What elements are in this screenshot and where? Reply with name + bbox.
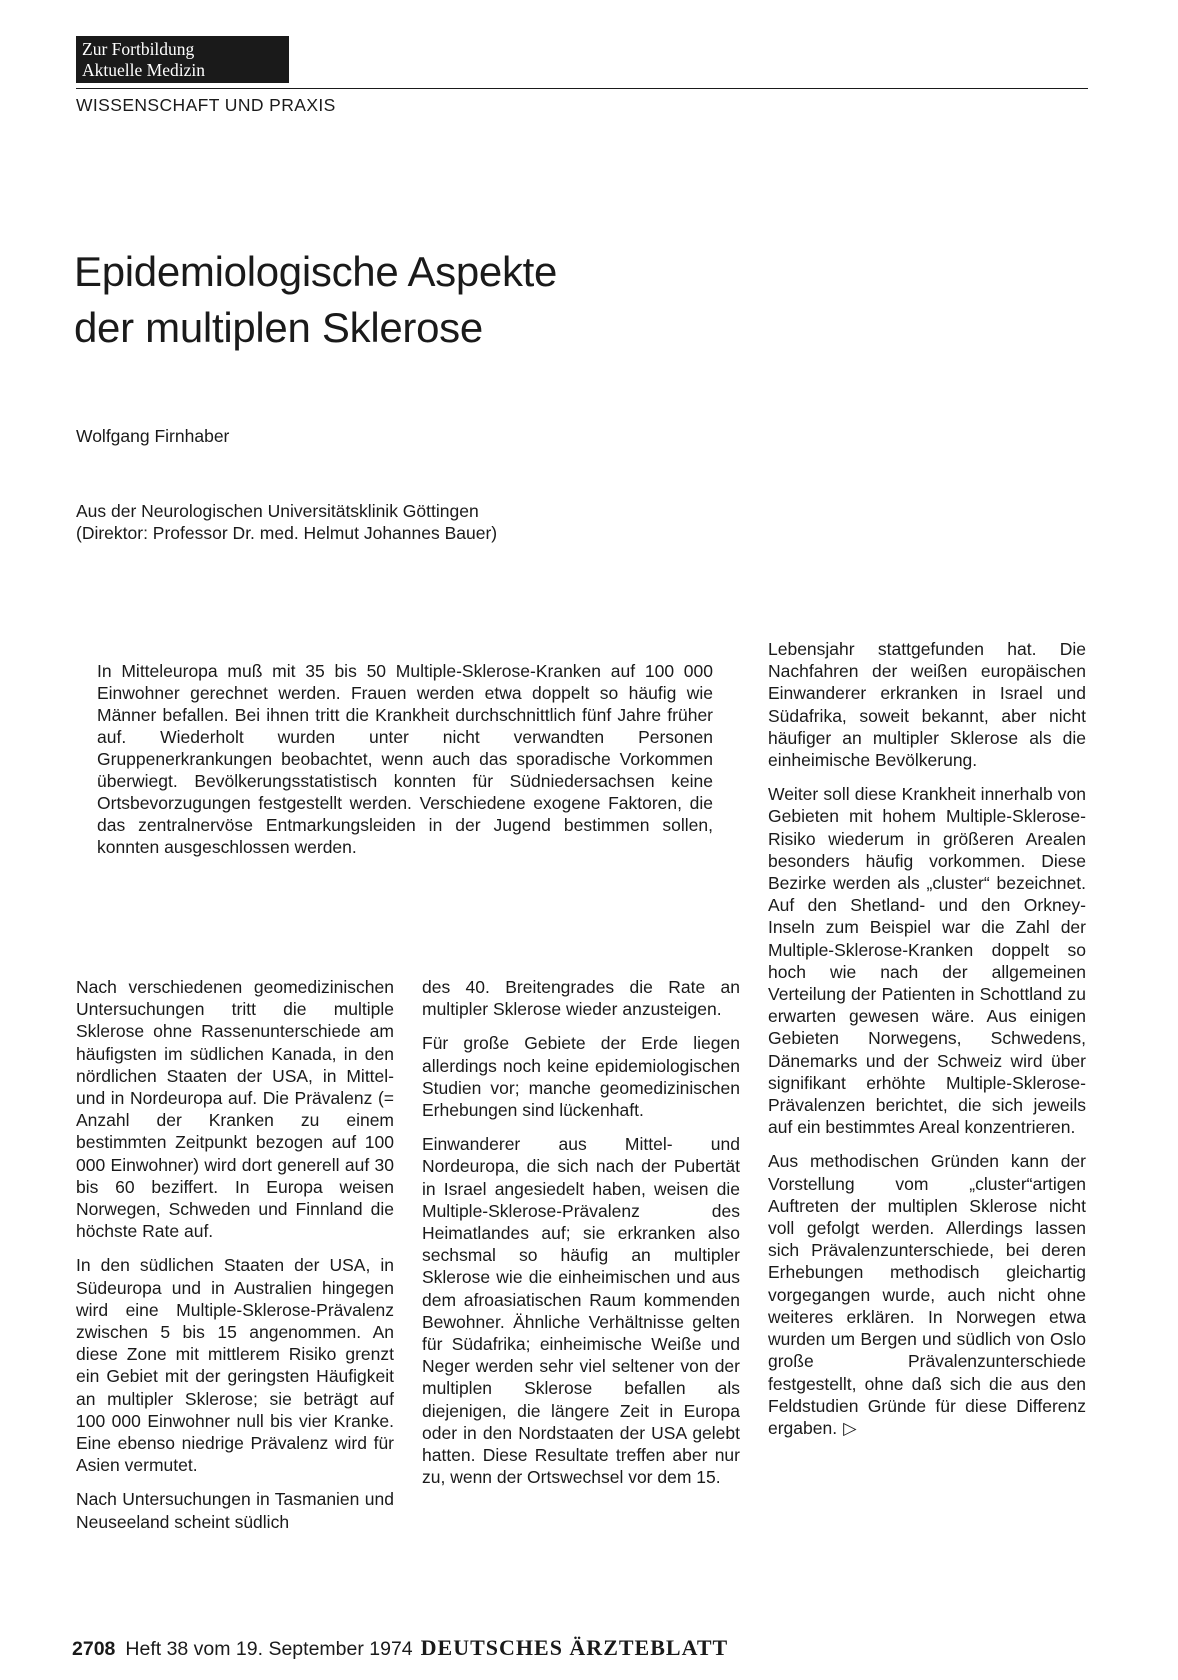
category-tag [76, 36, 289, 83]
journal-name: DEUTSCHES ÄRZTEBLATT [420, 1635, 729, 1660]
body-column-2 [422, 976, 740, 1500]
paragraph: Für große Gebiete der Erde liegen allerdings noch keine epidemiologischen Studien vor; manche geomedizinischen Erhebungen sind lückenhaft. [422, 1033, 740, 1121]
body-column-1 [76, 976, 394, 1545]
article-title-line1: Epidemiologische Aspekte [74, 248, 558, 295]
paragraph: Lebensjahr stattgefunden hat. Die Nachfahren der weißen europäischen Einwanderer erkranken in Israel und Südafrika, soweit bekannt, aber nicht häufiger an multipler Sklerose als die einheimische Bevölkerung. [768, 639, 1086, 771]
paragraph: In den südlichen Staaten der USA, in Südeuropa und in Australien hingegen wird eine Multiple-Sklerose-Prävalenz zwischen 5 bis 15 angenommen. An diese Zone mit mittlerem Risiko grenzt ein Gebiet mit der geringsten Häufigkeit an multipler Sklerose; sie beträgt auf 100 000 Einwohner null bis vier Kranke. Eine ebenso niedrige Prävalenz wird für Asien vermutet. [76, 1255, 394, 1476]
paragraph: Nach verschiedenen geomedizinischen Untersuchungen tritt die multiple Sklerose ohne Rassenunterschiede am häufigsten im südlichen Kanada, in den nördlichen Staaten der USA, in Mittel- und in Nordeuropa auf. Die Prävalenz (= Anzahl der Kranken zu einem bestimmten Zeitpunkt bezogen auf 100 000 Einwohner) wird dort generell auf 30 bis 60 beziffert. In Europa weisen Norwegen, Schweden und Finnland die höchste Rate auf. [76, 977, 394, 1242]
page-footer [72, 1635, 728, 1661]
abstract: In Mitteleuropa muß mit 35 bis 50 Multiple-Sklerose-Kranken auf 100 000 Einwohner gerechnet werden. Frauen werden etwa doppelt so häufig wie Männer befallen. Bei ihnen tritt die Krankheit durchschnittlich fünf Jahre früher auf. Wiederholt wurden unter nicht verwandten Personen Gruppenerkrankungen beobachtet, wenn auch das sporadische Vorkommen überwiegt. Bevölkerungsstatistisch konnten für Südniedersachsen keine Ortsbevorzugungen festgestellt werden. Verschiedene exogene Faktoren, die das zentralnervöse Entmarkungsleiden in der Jugend bestimmen sollen, konnten ausgeschlossen werden. [97, 661, 713, 857]
article-title-line2: der multiplen Sklerose [74, 304, 483, 351]
issue-info: Heft 38 vom 19. September 1974 [125, 1638, 413, 1660]
paragraph-text: Aus methodischen Gründen kann der Vorstellung vom „cluster“artigen Auftreten der multiplen Sklerose nicht voll gefolgt werden. Allerdings lassen sich Prävalenzunterschiede, bei deren Erhebungen methodisch gleichartig vorgegangen wurde, auch nicht ohne weiteres erklären. In Norwegen etwa wurden um Bergen und südlich von Oslo große Prävalenzunterschiede festgestellt, ohne daß sich die aus den Feldstudien Gründe für diese Differenz ergaben. [768, 1151, 1086, 1438]
affiliation-line1: Aus der Neurologischen Universitätsklinik Göttingen [76, 501, 479, 521]
body-column-3 [768, 638, 1086, 1451]
continue-arrow-icon: ▷ [843, 1417, 857, 1438]
affiliation-line2: (Direktor: Professor Dr. med. Helmut Johannes Bauer) [76, 523, 498, 543]
header-rule [76, 88, 1088, 89]
paragraph [768, 1150, 1086, 1439]
paragraph: Weiter soll diese Krankheit innerhalb von Gebieten mit hohem Multiple-Sklerose-Risiko wiederum in größeren Arealen besonders häufig vorkommen. Diese Bezirke werden als „cluster“ bezeichnet. Auf den Shetland- und den Orkney-Inseln zum Beispiel war die Zahl der Multiple-Sklerose-Kranken doppelt so hoch wie nach der allgemeinen Verteilung der Patienten in Schottland zu erwarten gewesen wäre. Aus einigen Gebieten Norwegens, Schwedens, Dänemarks und der Schweiz wird über signifikant erhöhte Multiple-Sklerose-Prävalenzen berichtet, die sich jeweils auf ein bestimmtes Areal konzentrieren. [768, 784, 1086, 1138]
affiliation [76, 500, 497, 544]
paragraph: Nach Untersuchungen in Tasmanien und Neuseeland scheint südlich [76, 1489, 394, 1532]
category-tag-line1: Zur Fortbildung [82, 39, 195, 59]
paragraph: des 40. Breitengrades die Rate an multipler Sklerose wieder anzusteigen. [422, 977, 740, 1020]
section-heading: WISSENSCHAFT UND PRAXIS [76, 95, 336, 115]
category-tag-line2: Aktuelle Medizin [82, 60, 205, 80]
article-title [74, 244, 557, 356]
paragraph: Einwanderer aus Mittel- und Nordeuropa, die sich nach der Pubertät in Israel angesiedelt haben, weisen die Multiple-Sklerose-Prävalenz des Heimatlandes auf; sie erkranken also sechsmal so häufig an multipler Sklerose wie die einheimischen und aus dem afroasiatischen Raum kommenden Bewohner. Ähnliche Verhältnisse gelten für Südafrika; einheimische Weiße und Neger werden sehr viel seltener von der multiplen Sklerose befallen als diejenigen, die längere Zeit in Europa oder in den Nordstaaten der USA gelebt hatten. Diese Resultate treffen aber nur zu, wenn der Ortswechsel vor dem 15. [422, 1134, 740, 1488]
author-name: Wolfgang Firnhaber [76, 426, 230, 446]
page-number: 2708 [72, 1638, 116, 1660]
